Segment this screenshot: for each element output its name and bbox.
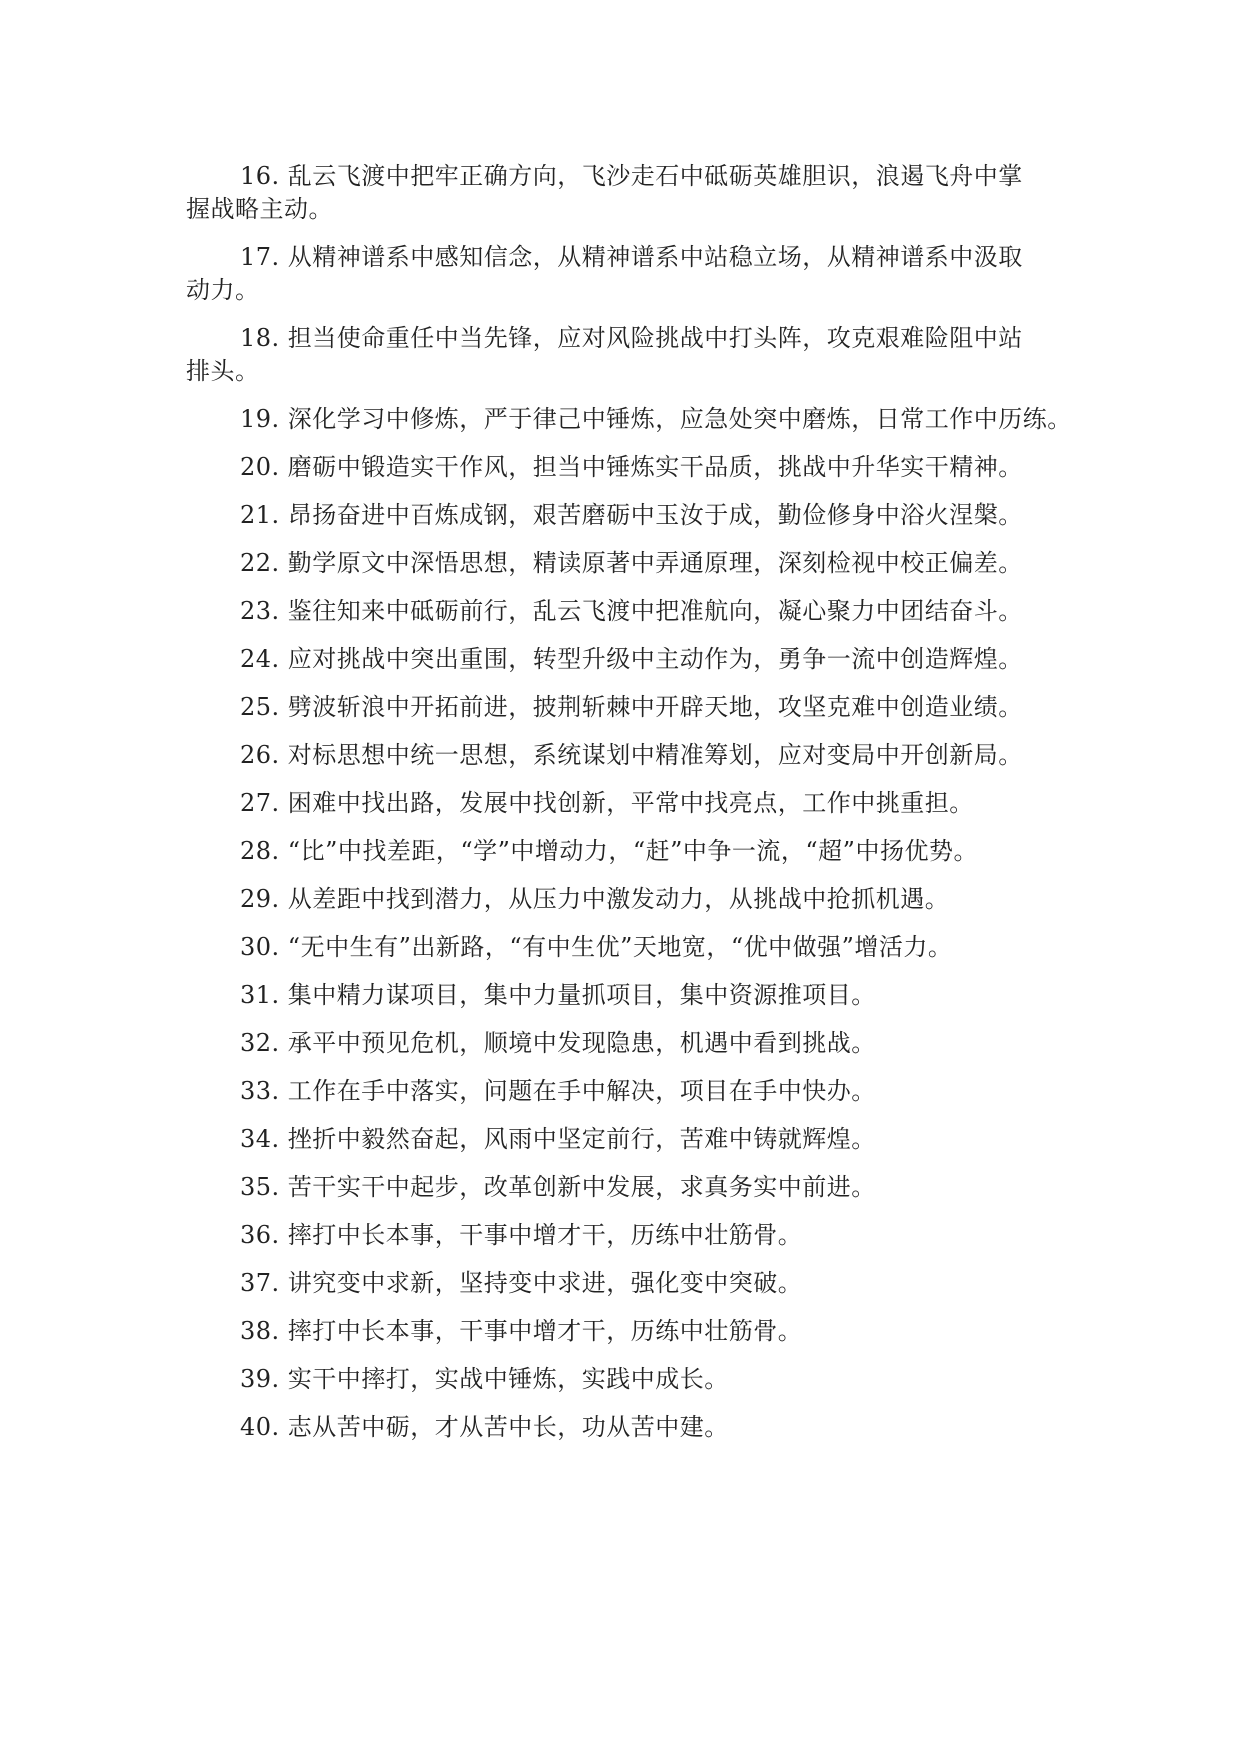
list-item: 17. 从精神谱系中感知信念，从精神谱系中站稳立场，从精神谱系中汲取动力。 (186, 243, 1023, 304)
list-item: 21. 昂扬奋进中百炼成钢，艰苦磨砺中玉汝于成，勤俭修身中浴火涅槃。 (240, 501, 1023, 529)
list-item: 23. 鉴往知来中砥砺前行，乱云飞渡中把准航向，凝心聚力中团结奋斗。 (240, 597, 1023, 625)
list-item: 28. “比”中找差距，“学”中增动力，“赶”中争一流，“超”中扬优势。 (240, 837, 978, 865)
list-item: 20. 磨砺中锻造实干作风，担当中锤炼实干品质，挑战中升华实干精神。 (240, 453, 1023, 481)
list-item: 35. 苦干实干中起步，改革创新中发展，求真务实中前进。 (240, 1173, 876, 1201)
list-item: 16. 乱云飞渡中把牢正确方向，飞沙走石中砥砺英雄胆识，浪遏飞舟中掌握战略主动。 (186, 162, 1023, 223)
list-item: 26. 对标思想中统一思想，系统谋划中精准筹划，应对变局中开创新局。 (240, 741, 1023, 769)
list-item: 18. 担当使命重任中当先锋，应对风险挑战中打头阵，攻克艰难险阻中站排头。 (186, 324, 1023, 385)
list-item: 22. 勤学原文中深悟思想，精读原著中弄通原理，深刻检视中校正偏差。 (240, 549, 1023, 577)
list-item: 38. 摔打中长本事，干事中增才干，历练中壮筋骨。 (240, 1317, 803, 1345)
list-item: 37. 讲究变中求新，坚持变中求进，强化变中突破。 (240, 1269, 803, 1297)
list-item: 27. 困难中找出路，发展中找创新，平常中找亮点，工作中挑重担。 (240, 789, 974, 817)
list-item: 19. 深化学习中修炼，严于律己中锤炼，应急处突中磨炼，日常工作中历练。 (240, 405, 1072, 433)
list-item: 34. 挫折中毅然奋起，风雨中坚定前行，苦难中铸就辉煌。 (240, 1125, 876, 1153)
list-item: 31. 集中精力谋项目，集中力量抓项目，集中资源推项目。 (240, 981, 876, 1009)
list-item: 25. 劈波斩浪中开拓前进，披荆斩棘中开辟天地，攻坚克难中创造业绩。 (240, 693, 1023, 721)
list-item: 33. 工作在手中落实，问题在手中解决，项目在手中快办。 (240, 1077, 876, 1105)
list-item: 29. 从差距中找到潜力，从压力中激发动力，从挑战中抢抓机遇。 (240, 885, 950, 913)
list-item: 30. “无中生有”出新路，“有中生优”天地宽，“优中做强”增活力。 (240, 933, 953, 961)
list-item: 32. 承平中预见危机，顺境中发现隐患，机遇中看到挑战。 (240, 1029, 876, 1057)
list-item: 36. 摔打中长本事，干事中增才干，历练中壮筋骨。 (240, 1221, 803, 1249)
list-item: 24. 应对挑战中突出重围，转型升级中主动作为，勇争一流中创造辉煌。 (240, 645, 1023, 673)
document-body (186, 160, 1072, 1459)
list-item: 40. 志从苦中砺，才从苦中长，功从苦中建。 (240, 1413, 729, 1441)
list-item: 39. 实干中摔打，实战中锤炼，实践中成长。 (240, 1365, 729, 1393)
